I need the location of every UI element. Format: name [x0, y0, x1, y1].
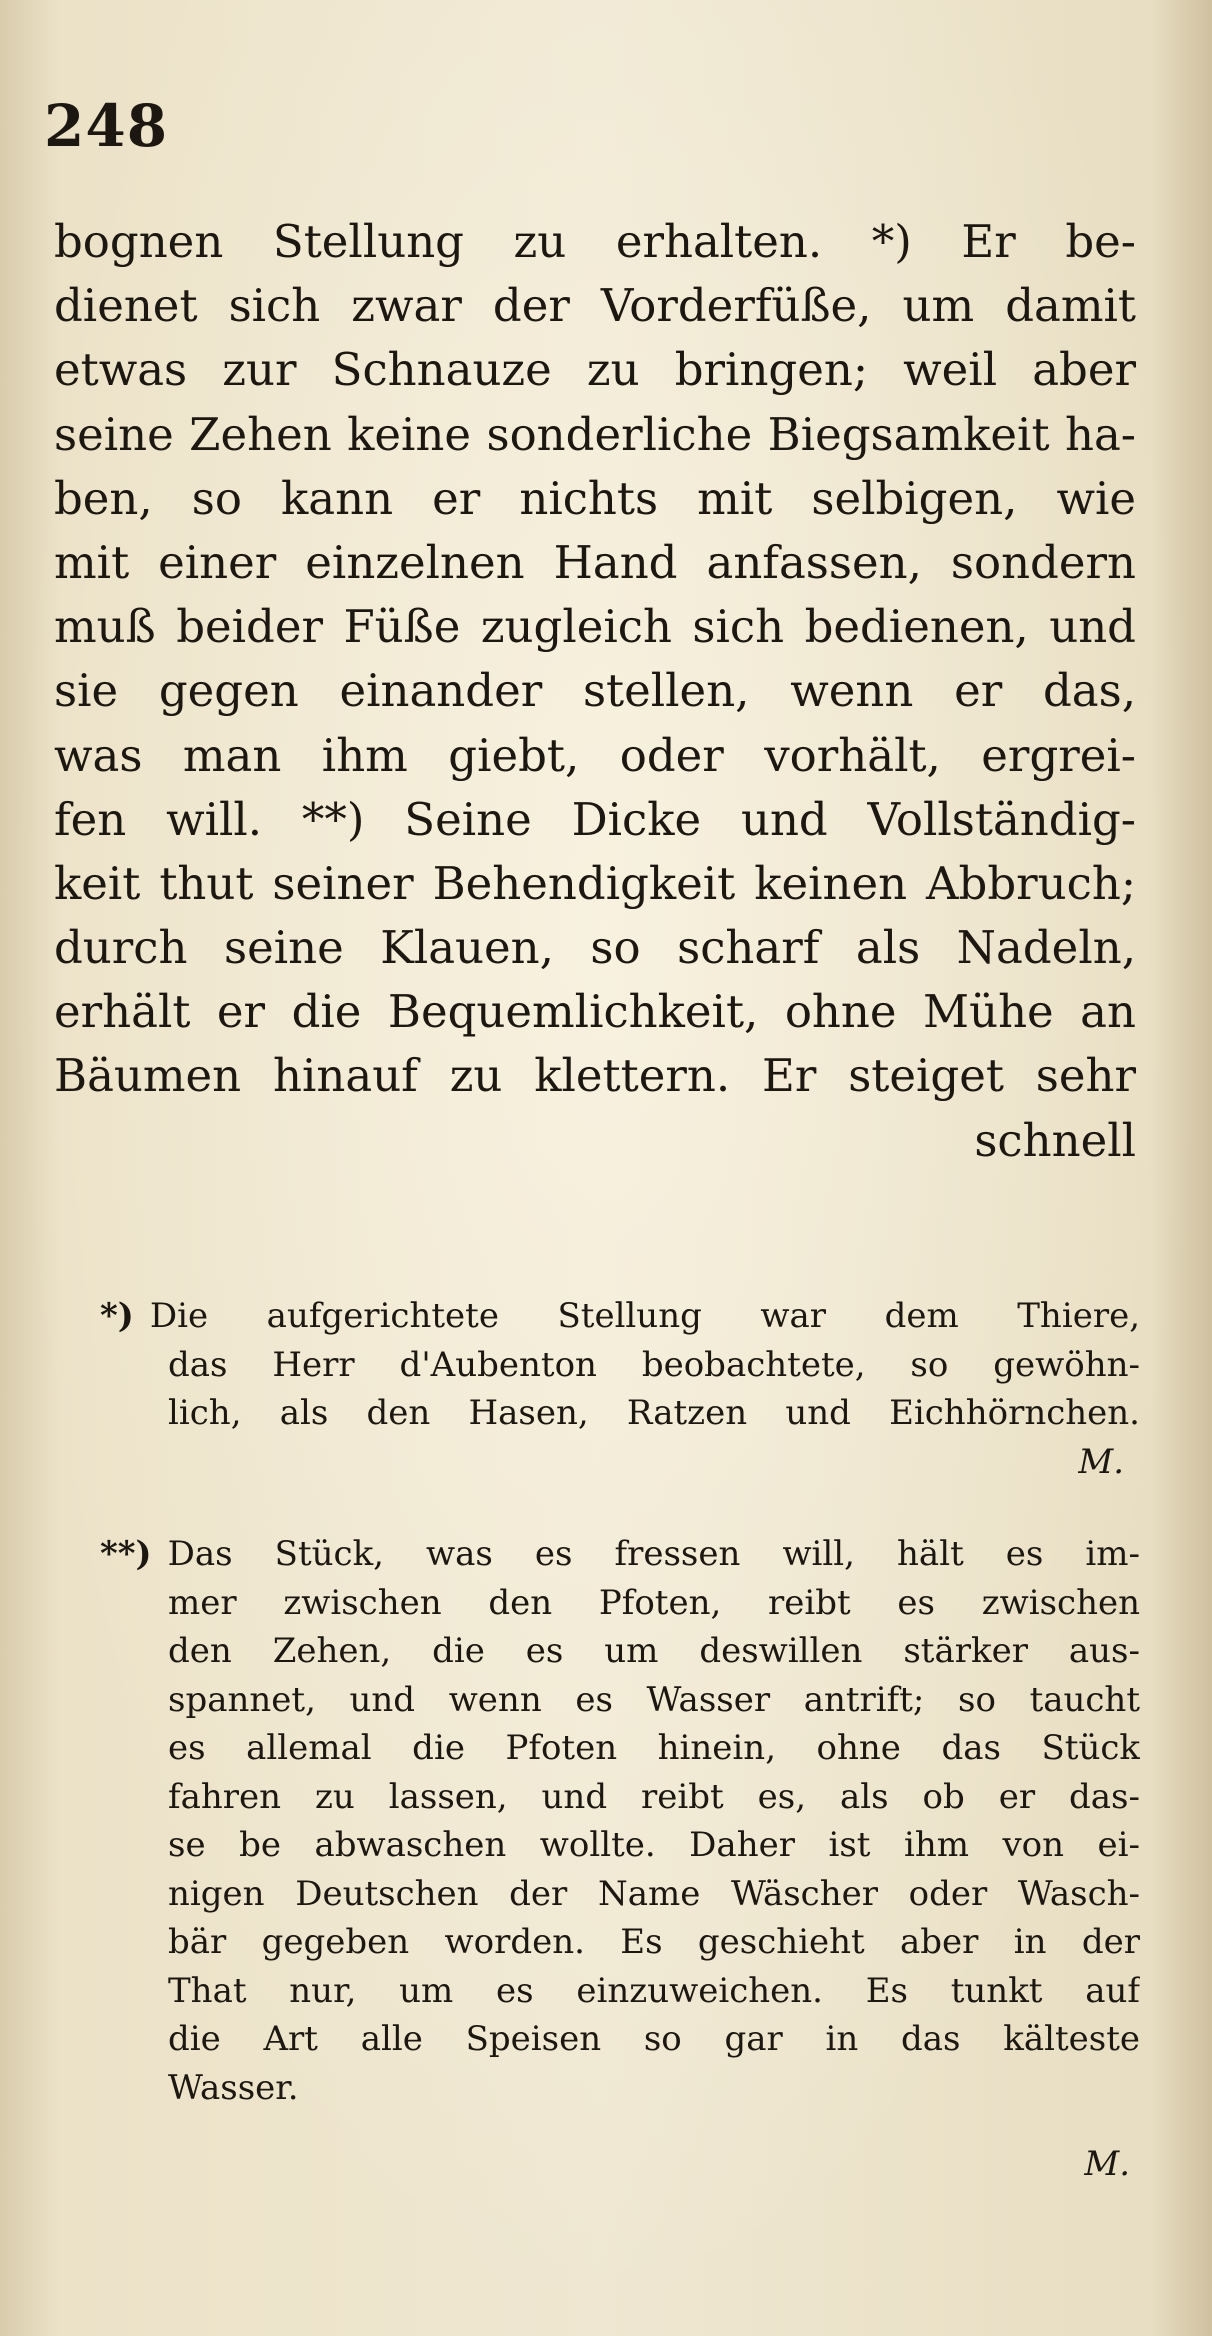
body-line: dienet sich zwar der Vorderfüße, um damit: [54, 279, 1136, 333]
footnote-line: Wasser.: [168, 2067, 299, 2108]
body-line: ben, so kann er nichts mit selbigen, wie: [54, 471, 1136, 525]
body-line: bognen Stellung zu erhalten. *) Er be-: [54, 215, 1136, 268]
footnote-line: spannet, und wenn es Wasser antrift; so taucht: [168, 1679, 1140, 1720]
footnote-line: das Herr d'Aubenton beobachtete, so gewöhn-: [168, 1344, 1140, 1385]
body-line: was man ihm giebt, oder vorhält, ergrei-: [54, 728, 1136, 782]
footnote-line: se be abwaschen wollte. Daher ist ihm von ei-: [168, 1825, 1140, 1865]
footnote-line: mer zwischen den Pfoten, reibt es zwischen: [168, 1582, 1140, 1623]
body-line: muß beider Füße zugleich sich bedienen, und: [54, 600, 1136, 654]
page-number: 248: [44, 92, 169, 160]
footnote-signature: M.: [1084, 2144, 1130, 2184]
footnote-line: fahren zu lassen, und reibt es, als ob er das-: [168, 1776, 1140, 1817]
body-line: fen will. **) Seine Dicke und Vollständig-: [54, 792, 1136, 846]
body-line: etwas zur Schnauze zu bringen; weil aber: [54, 343, 1136, 397]
body-line: keit thut seiner Behendigkeit keinen Abbruch;: [54, 856, 1136, 910]
body-line: durch seine Klauen, so scharf als Nadeln,: [54, 921, 1136, 975]
footnote-line: den Zehen, die es um deswillen stärker aus-: [168, 1631, 1140, 1671]
body-line: sie gegen einander stellen, wenn er das,: [54, 664, 1136, 718]
footnote-line: [100, 1292, 1140, 1341]
body-text: [54, 210, 1136, 1173]
footnote-line: nigen Deutschen der Name Wäscher oder Wasch-: [168, 1873, 1140, 1914]
footnote-1: [100, 1292, 1140, 1486]
footnote-line: lich, als den Hasen, Ratzen und Eichhörnchen.: [168, 1393, 1140, 1433]
footnote-signature: M.: [1078, 1441, 1124, 1482]
footnote-marker: *): [100, 1296, 134, 1336]
footnote-marker: **): [100, 1534, 152, 1574]
footnote-line: bär gegeben worden. Es geschieht aber in der: [168, 1922, 1140, 1962]
footnote-2: [100, 1530, 1140, 2189]
catchword: schnell: [974, 1113, 1136, 1167]
body-line: mit einer einzelnen Hand anfassen, sondern: [54, 535, 1136, 589]
footnote-text: Die aufgerichtete Stellung war dem Thiere,: [149, 1296, 1140, 1336]
body-line: Bäumen hinauf zu klettern. Er steiget sehr: [54, 1049, 1136, 1103]
footnote-text: Das Stück, was es fressen will, hält es im-: [167, 1534, 1140, 1574]
footnote-line: es allemal die Pfoten hinein, ohne das Stück: [168, 1728, 1140, 1768]
footnote-line: [100, 1530, 1140, 1579]
body-line: erhält er die Bequemlichkeit, ohne Mühe an: [54, 985, 1136, 1039]
body-line: seine Zehen keine sonderliche Biegsamkeit ha-: [54, 407, 1136, 461]
footnote-line: That nur, um es einzuweichen. Es tunkt auf: [168, 1970, 1140, 2011]
footnote-line: die Art alle Speisen so gar in das kälteste: [168, 2019, 1140, 2059]
